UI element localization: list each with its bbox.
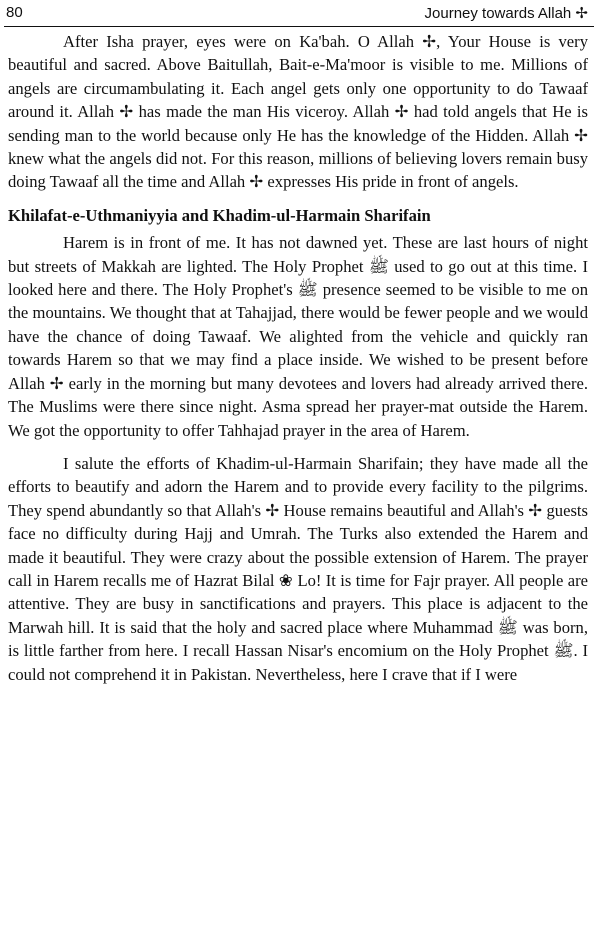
paragraph-khadim-ul-harmain: I salute the efforts of Khadim-ul-Harmain Sharifain; they have made all the efforts to beautify and adorn the Harem and to provide every facility to the pilgrims. They spend abundantly so that Allah's ✢ House remains beautiful and Allah's ✢ guests face no difficulty during Hajj and Umrah. The Turks also extended the Harem and made it beautiful. They were crazy about the possible extension of Harem. The prayer call in Harem recalls me of Hazrat Bilal ❀ Lo! It is time for Fajr prayer. All people are attentive. They are busy in sanctifications and prayers. This place is adjacent to the Marwah hill. It is said that the holy and sacred place where Muhammad ﷺ was born, is little farther from here. I recall Hassan Nisar's encomium on the Holy Prophet ﷺ. I could not comprehend it in Pakistan. Nevertheless, here I crave that if I were [8,453,589,684]
section-heading: Khilafat-e-Uthmaniyyia and Khadim-ul-Harmain Sharifain [8,205,431,225]
paragraph-harem: Harem is in front of me. It has not dawned yet. These are last hours of night but streets of Makkah are lighted. The Holy Prophet ﷺ used to go out at this time. I looked here and there. The Holy Prophet's ﷺ presence seemed to be visible to me on the mountains. We thought that at Tahajjad, there would be fewer people and we would have the chance of doing Tawaaf. We alighted from the vehicle and quickly ran towards Harem so that we may find a place inside. We wished to be present before Allah ✢ early in the morning but many devotees and lovers had already arrived there. The Muslims were there since night. Asma spread her prayer-mat outside the Harem. We got the opportunity to offer Tahhajad prayer in the area of Harem. [8,233,588,440]
running-title: Journey towards Allah ✢ [424,5,588,22]
header-rule [4,26,594,27]
page-header [6,4,588,24]
paragraph-isha-prayer: After Isha prayer, eyes were on Ka'bah. O Allah ✢, Your House is very beautiful and sacred. Above Baitullah, Bait-e-Ma'moor is visible to me. Millions of angels are circumambulating it. Each angel gets only one opportunity to do Tawaaf around it. Allah ✢ has made the man His viceroy. Allah ✢ had told angels that He is sending man to the world because only He has the knowledge of the Hidden. Allah ✢ knew what the angels did not. For this reason, millions of believing lovers remain busy doing Tawaaf all the time and Allah ✢ expresses His pride in front of angels. [8,32,588,192]
page-body [8,30,588,686]
page-number: 80 [6,4,23,21]
